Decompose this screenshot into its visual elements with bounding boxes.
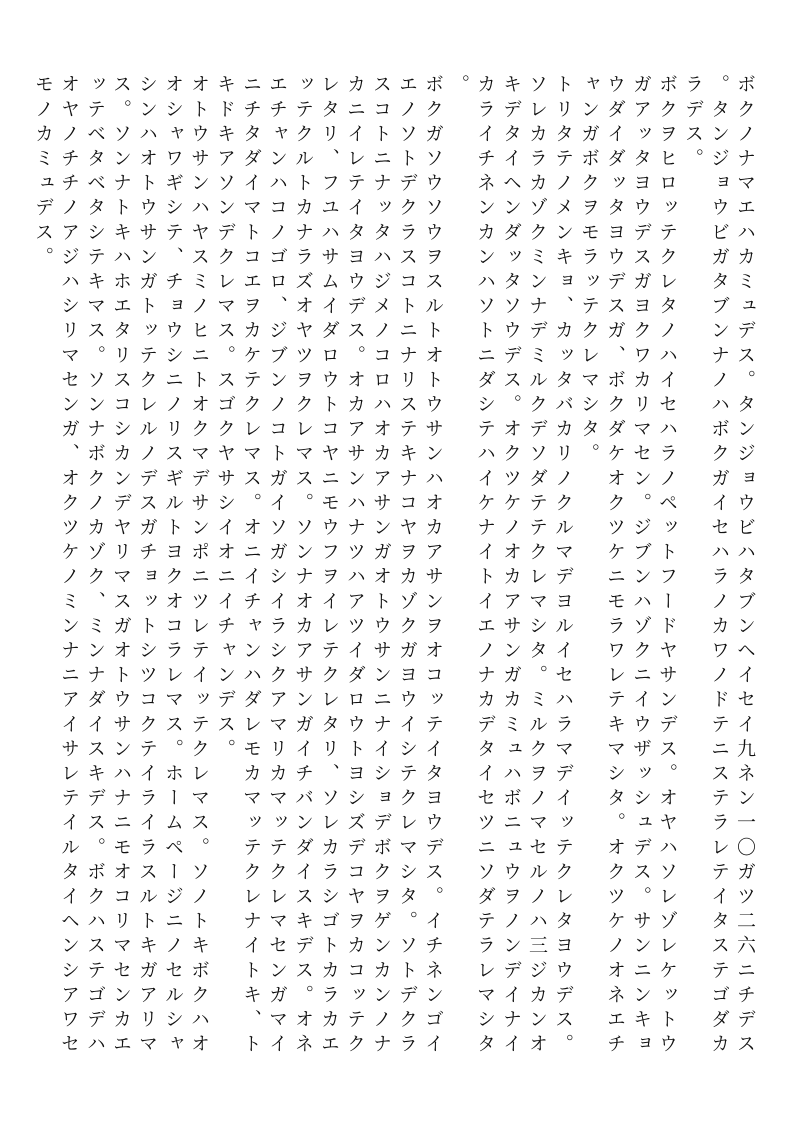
paragraph-3: トリタテノメンキョ、カッタバカリノクルマデヨルイセハラマデイッテクレタヨウデス。ソレカラカゾクミンナデミルクデソダテテクレマシタ。ミルクヲノマセルノハ三ジカンオキデタイヘンダッタソウデス。オクツケノオカアサンガカミュハボニュウヲノンデイナイカライチネンカンハソトニダシテハイケナイトイエノナカデタイセツニソダテラレマシタ。 [448, 74, 574, 1058]
vertical-text-body [30, 74, 758, 1064]
paragraph-2: ボクヲヒロッテクレタノハイセハラノペットフードヤサンデス。オヤハソレゾレケットウガアッタヨウデスガヨクワカリマセン。ジブンハゾクニイウザッシュデス。サンニンキョウダイダッタヨウデスガ、ボクダケオクツケニモラワレテキマシタ。オクツケノオネエチャンガボクヲモラッテクレマシタ。 [578, 74, 678, 1058]
paragraph-4: ボクガソウソウヲスルトオトウサンハオカアサンヲオコッテイタヨウデス。イチネンゴイエノソトデクラスコトニナリステキナコヤヲカゾクガヨウイシテクレマシタ。ソトデクラスコトニナッタハジメノコロハオカアサンガオトウサンニナイショデボクヲゲンカンノナカニイレテイタヨウデス。オカアサンハナツハアツイダロウトヨシズデコヤヲカコッテクレタリ、フユハサムイダロウトコヤニモウフヲイレテクレタリ、ソレカラシゴトカラカエッテクルトカナラズオヤツヲクレマス。ソンナオカアサンガイチバンダイスキデス。オネエチャンハコノゴロ、ジブンノコトガイソガシイラシクアマリカマッテクレマセンガマイニチタダイマトコエヲカケテクレマス。オニイチャンハダレモカマッテクレナイトキ、トキドキアソンデクレマス。スゴクヤサシイオニイチャンデス。 [214, 74, 444, 1058]
paragraph-1: ボクノナマエハカミュデス。タンジョウビハタブンヘイセイ九ネン一〇ガツ二六ニチデス。タンジョウビガタブンナノハボクガイセハラノカワノドテニステラレテイタステゴダカラデス。 [682, 74, 756, 1058]
paragraph-5: オトウサンハヤスミノヒニトオクマデサンポニツレテイッテクレマス。ソノトキボクハオオシャワギシテ、チョウシニノリスギルトヨクオコラレマス。ホームページニノセルシャシンハオトウサンガトッテクレルノデスガチョットシツコクテイライラスルトキガアリマス。ソンナトキハホエタリスコシカンデヤリマスガオトウサンハナニモオコリマセンカエッテベタベタシテキマス。ソンナボクノカゾク、ミンナダイスキデス。ボクハステゴデハオヤノチチノアジハシリマセンガ、オクツケノミンナニアイサレテイルタイヘンシアワセモノカミュデス。 [32, 74, 210, 1058]
